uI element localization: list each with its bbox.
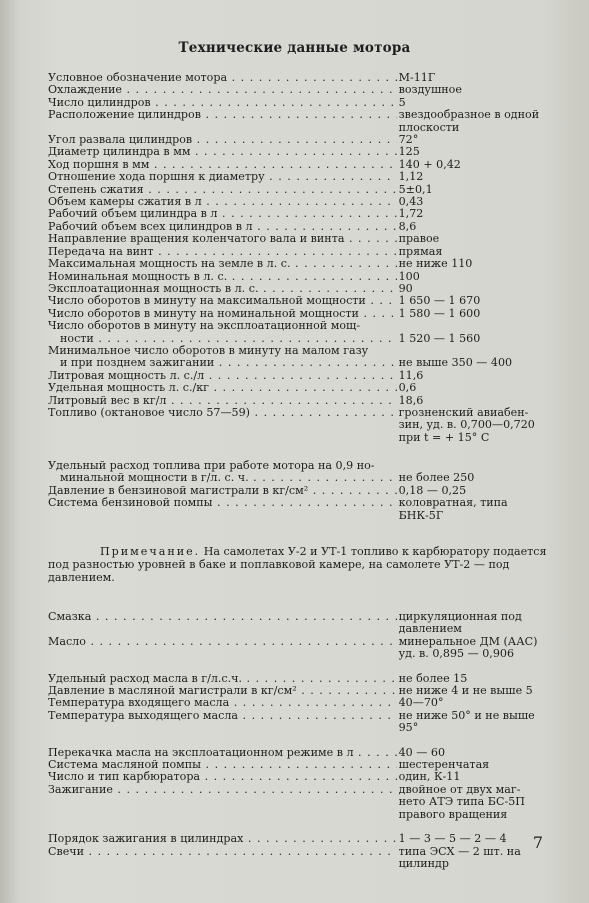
spec-label-text: Литровая мощность л. с./л: [48, 369, 205, 382]
spec-value: не ниже 110: [398, 257, 473, 271]
spec-row: [48, 159, 558, 171]
spec-value: грозненский авиабен- зин, уд. в. 0,700—0,720 при t = + 15° C: [398, 405, 535, 444]
spec-value: 140 + 0,42: [398, 157, 461, 171]
spec-label-text: Число оборотов в минуту на максимальной мощности: [48, 295, 366, 308]
spec-value: 90: [398, 281, 413, 295]
spec-row: [48, 184, 558, 196]
spec-label: [48, 611, 397, 623]
spec-value: шестеренчатая: [398, 758, 490, 772]
fuel-specs-section: [48, 460, 558, 522]
spec-value: 125: [398, 145, 420, 159]
spec-value: 0,43: [398, 195, 424, 209]
spec-value: 5±0,1: [398, 182, 433, 196]
spec-row: [48, 784, 558, 821]
spec-label-text: Ход поршня в мм: [48, 158, 150, 171]
engine-specs-section: [48, 72, 558, 444]
spec-label: [48, 72, 397, 84]
spec-row: [48, 283, 558, 295]
spec-label-text: Порядок зажигания в цилиндрах: [48, 833, 244, 846]
spec-label-text: Отношение хода поршня к диаметру: [48, 171, 265, 184]
spec-row: [48, 497, 558, 522]
spec-label: [48, 833, 397, 845]
spec-label: [48, 233, 397, 245]
spec-row: [48, 208, 558, 220]
spec-label: [48, 283, 397, 295]
spec-value: 1 580 — 1 600: [398, 306, 481, 320]
spec-label: [48, 295, 397, 307]
spec-row: [48, 710, 558, 735]
spec-label: [48, 846, 397, 858]
spec-value: 5: [398, 95, 406, 109]
spec-label-text: Передача на винт: [48, 245, 154, 258]
spec-label: [48, 97, 397, 109]
spec-value: коловратная, типа БНК-5Г: [398, 496, 508, 522]
spec-row: [48, 109, 558, 134]
spec-label-text: Направление вращения коленчатого вала и винта: [48, 233, 345, 246]
spec-value: 0,6: [398, 381, 417, 395]
spec-row: [48, 221, 558, 233]
spec-label: [48, 258, 397, 270]
spec-value: 1 — 3 — 5 — 2 — 4: [398, 832, 507, 846]
spec-value: 18,6: [398, 393, 424, 407]
spec-label: [48, 485, 397, 497]
spec-label-text: Удельная мощность л. с./кг: [48, 382, 209, 395]
spec-label-text: Максимальная мощность на земле в л. с.: [48, 258, 291, 271]
spec-row: [48, 382, 558, 394]
spec-value: минеральное ДМ (ААС) уд. в. 0,895 — 0,906: [398, 634, 538, 661]
spec-label-text: Условное обозначение мотора: [48, 72, 228, 84]
spec-label-line: Минимальное число оборотов в минуту на малом газу: [48, 344, 369, 357]
page-number: 7: [532, 833, 543, 852]
spec-label: [48, 159, 397, 171]
spec-label-text: Номинальная мощность в л. с.: [48, 270, 228, 283]
spec-label-text: Зажигание: [48, 783, 113, 796]
spec-row: [48, 171, 558, 183]
spec-value: не более 250: [398, 471, 475, 485]
spec-label-text: Объем камеры сжатия в л: [48, 196, 202, 209]
spec-value: 1,12: [398, 170, 424, 184]
spec-label: [48, 271, 397, 283]
spec-value: 1 520 — 1 560: [398, 331, 481, 345]
spec-label: [48, 320, 397, 345]
spec-value: не ниже 50° и не выше 95°: [398, 708, 535, 735]
spec-label-text: Смазка: [48, 611, 92, 623]
spec-value: 0,18 — 0,25: [398, 483, 467, 497]
spec-label: [48, 710, 397, 722]
spec-row: [48, 636, 558, 661]
spec-row: [48, 134, 558, 146]
spec-label-line: Число оборотов в минуту на эксплоатационной мощ-: [48, 320, 361, 333]
spec-value: 40—70°: [398, 696, 444, 710]
spec-row: [48, 697, 558, 709]
spec-label: [48, 146, 397, 158]
spec-label: [48, 370, 397, 382]
spec-label-text: Топливо (октановое число 57—59): [48, 406, 250, 419]
spec-label-text: Число и тип карбюратора: [48, 771, 201, 784]
lubrication-specs-section: [48, 611, 558, 870]
spec-row: [48, 370, 558, 382]
spec-label-text: Охлаждение: [48, 84, 122, 97]
spec-label: [48, 673, 397, 685]
spec-label-text: Эксплоатационная мощность в л. с.: [48, 282, 259, 295]
spec-value: типа ЭСХ — 2 шт. на цилиндр: [398, 844, 521, 870]
spec-value: 72°: [398, 133, 419, 147]
spec-label-text: Число оборотов в минуту на номинальной мощности: [48, 307, 359, 320]
spec-label: [48, 84, 397, 96]
spec-value: двойное от двух маг- нето АТЭ типа БС-5П правого вращения: [398, 782, 525, 821]
spec-label-text: Число цилиндров: [48, 96, 151, 109]
spec-label: [48, 382, 397, 394]
spec-label: [48, 636, 397, 648]
spec-label-text: Степень сжатия: [48, 183, 144, 196]
spec-label: [48, 196, 397, 208]
spec-row: [48, 233, 558, 245]
spec-label-text: Рабочий объем всех цилиндров в л: [48, 220, 253, 233]
spec-label: [48, 308, 397, 320]
spec-label: [48, 134, 397, 146]
spec-label-line: ности . . .: [48, 333, 397, 345]
spec-label-text: Давление в бензиновой магистрали в кг/см²: [48, 484, 309, 497]
note-prefix: Примечание.: [100, 545, 201, 558]
spec-row: [48, 84, 558, 96]
spec-label: [48, 171, 397, 183]
spec-label-text: Перекачка масла на эксплоатационном режиме в л: [48, 746, 354, 759]
spec-label-text: Масло: [48, 635, 86, 648]
spec-row: [48, 196, 558, 208]
spec-value: воздушное: [398, 83, 462, 97]
spec-row: [48, 271, 558, 283]
spec-label-text: Система масляной помпы: [48, 759, 201, 772]
spec-row: [48, 407, 558, 444]
spec-value: 40 — 60: [398, 745, 446, 759]
spec-row: [48, 460, 558, 485]
spec-label: [48, 759, 397, 771]
spec-label: [48, 747, 397, 759]
spec-value: циркуляционная под давлением: [398, 610, 522, 636]
spec-label-text: Удельный расход масла в г/л.с.ч.: [48, 672, 243, 685]
spec-label-text: Давление в масляной магистрали в кг/см²: [48, 685, 297, 698]
spec-row: [48, 846, 558, 871]
spec-value: 1,72: [398, 207, 424, 221]
spec-row: [48, 246, 558, 258]
spec-value: 1 650 — 1 670: [398, 294, 481, 308]
spec-label: [48, 784, 397, 796]
spec-row: [48, 759, 558, 771]
spec-value: М-11Г: [398, 71, 436, 84]
spec-row: [48, 345, 558, 370]
spec-row: [48, 833, 558, 845]
spec-row: [48, 258, 558, 270]
spec-label-line: минальной мощности в г/л. с. ч. . . .: [48, 472, 397, 484]
note-paragraph: [48, 545, 558, 584]
spec-row: [48, 771, 558, 783]
spec-row: [48, 72, 558, 84]
spec-row: [48, 685, 558, 697]
spec-value: 11,6: [398, 368, 424, 382]
spec-value: звездообразное в одной плоскости: [398, 108, 540, 134]
spec-label-text: Диаметр цилиндра в мм: [48, 146, 191, 159]
spec-value: прямая: [398, 244, 443, 258]
spec-label: [48, 697, 397, 709]
spec-label-text: Угол развала цилиндров: [48, 134, 193, 147]
spec-label: [48, 497, 397, 509]
spec-value: не ниже 4 и не выше 5: [398, 684, 533, 698]
spec-label: [48, 184, 397, 196]
note-text: На самолетах У-2 и УТ-1 топливо к карбюратору подается под разностью уровней в баке и поплавковой камере, на самолете УТ-2 — под давлением.: [48, 545, 547, 584]
spec-row: [48, 146, 558, 158]
spec-value: не более 15: [398, 671, 468, 685]
spec-row: [48, 308, 558, 320]
spec-label: [48, 246, 397, 258]
spec-row: [48, 320, 558, 345]
spec-label: [48, 460, 397, 485]
page-title: Технические данные мотора: [178, 40, 411, 56]
spec-label: [48, 208, 397, 220]
spec-value: правое: [398, 232, 440, 246]
spec-label-text: Рабочий объем цилиндра в л: [48, 208, 218, 221]
spec-label-text: Температура входящего масла: [48, 697, 230, 710]
spec-value: не выше 350 — 400: [398, 356, 513, 370]
spec-label: [48, 407, 397, 419]
spec-label: [48, 395, 397, 407]
spec-row: [48, 295, 558, 307]
spec-label: [48, 221, 397, 233]
spec-label: [48, 345, 397, 370]
spec-value: 8,6: [398, 219, 417, 233]
spec-label-line: и при позднем зажигании . . .: [48, 357, 397, 369]
spec-row: [48, 611, 558, 636]
spec-label: [48, 685, 397, 697]
spec-label-text: Свечи: [48, 845, 85, 858]
spec-label: [48, 771, 397, 783]
spec-label-text: Температура выходящего масла: [48, 709, 239, 722]
spec-label-text: Система бензиновой помпы: [48, 497, 213, 510]
spec-label-text: Литровый вес в кг/л: [48, 394, 167, 407]
spec-value: один, К-11: [398, 770, 461, 784]
spec-value: 100: [398, 269, 420, 283]
spec-label-text: Расположение цилиндров: [48, 109, 201, 122]
spec-label-line: Удельный расход топлива при работе мотора на 0,9 но-: [48, 460, 375, 472]
spec-label: [48, 109, 397, 121]
